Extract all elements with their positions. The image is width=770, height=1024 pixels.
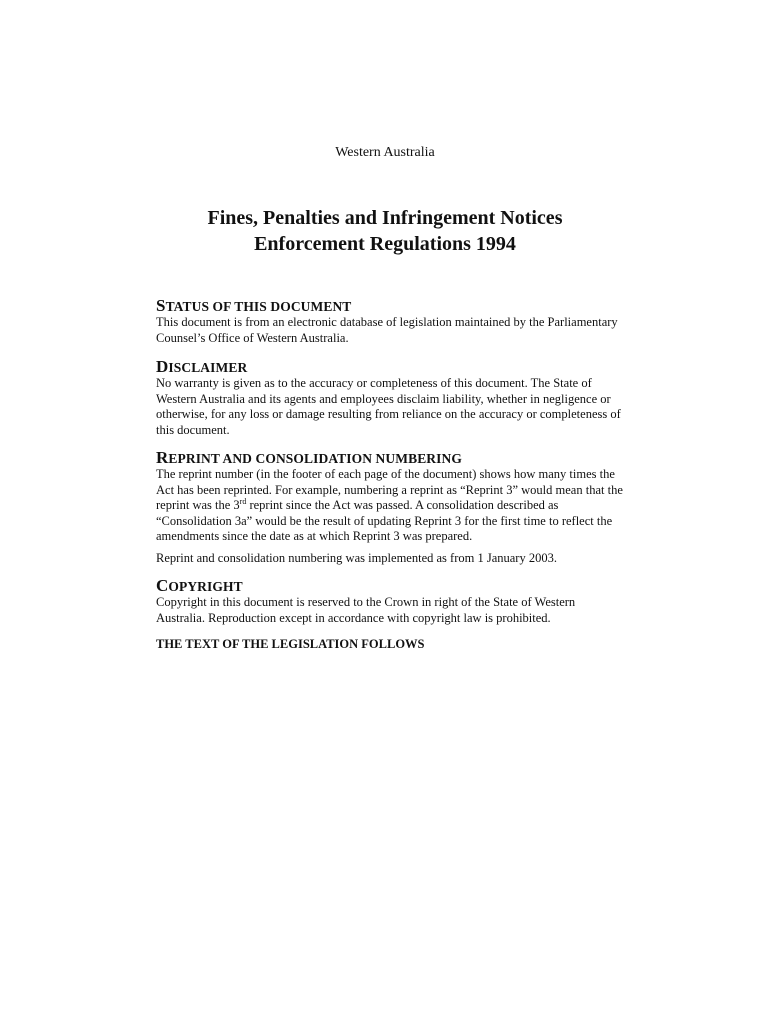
copyright-heading-initial: C (156, 576, 169, 595)
document-title-line-2: Enforcement Regulations 1994 (254, 233, 516, 255)
status-heading-initial: S (156, 296, 166, 315)
copyright-heading (156, 577, 626, 595)
reprint-section (156, 449, 626, 566)
copyright-section (156, 577, 626, 626)
reprint-text-1 (156, 467, 626, 545)
reprint-heading-initial: R (156, 448, 169, 467)
status-heading (156, 297, 626, 315)
status-text: This document is from an electronic database of legislation maintained by the Parliamentary Counsel’s Office of Western Australia. (156, 315, 618, 345)
reprint-ordinal-suffix: rd (239, 496, 247, 506)
copyright-heading-rest: OPYRIGHT (168, 579, 243, 594)
disclaimer-section (156, 358, 626, 438)
reprint-heading-rest: EPRINT AND CONSOLIDATION NUMBERING (168, 451, 462, 466)
status-section (156, 297, 626, 346)
reprint-text-1-part-1: The reprint number (in the footer of each page of the document) shows how many times the Act has been reprinted. For example, numbering a reprint as “Reprint 3” would mean that the reprint was the 3 (156, 467, 623, 512)
disclaimer-heading (156, 358, 626, 376)
disclaimer-heading-rest: ISCLAIMER (168, 360, 248, 375)
document-body (156, 297, 626, 652)
jurisdiction-label: Western Australia (335, 145, 435, 160)
reprint-text-1-part-2: reprint since the Act was passed. A consolidation described as “Consolidation 3a” would be the result of updating Reprint 3 for the first time to reflect the amendments since the date as at which Reprint 3 was prepared. (156, 498, 613, 543)
disclaimer-text: No warranty is given as to the accuracy or completeness of this document. The State of Western Australia and its agents and employees disclaim liability, whether in negligence or otherwise, for any loss or damage resulting from reliance on the accuracy or completeness of this document. (156, 376, 621, 437)
document-title-line-1: Fines, Penalties and Infringement Notices (207, 207, 563, 229)
reprint-heading (156, 449, 626, 467)
copyright-text: Copyright in this document is reserved to the Crown in right of the State of Western Australia. Reproduction except in accordance with copyright law is prohibited. (156, 595, 576, 625)
document-title (0, 205, 770, 257)
disclaimer-heading-initial: D (156, 357, 169, 376)
reprint-text-2: Reprint and consolidation numbering was implemented as from 1 January 2003. (156, 550, 557, 565)
status-heading-rest: TATUS OF THIS DOCUMENT (165, 299, 352, 314)
legislation-follows-note: THE TEXT OF THE LEGISLATION FOLLOWS (156, 637, 425, 651)
